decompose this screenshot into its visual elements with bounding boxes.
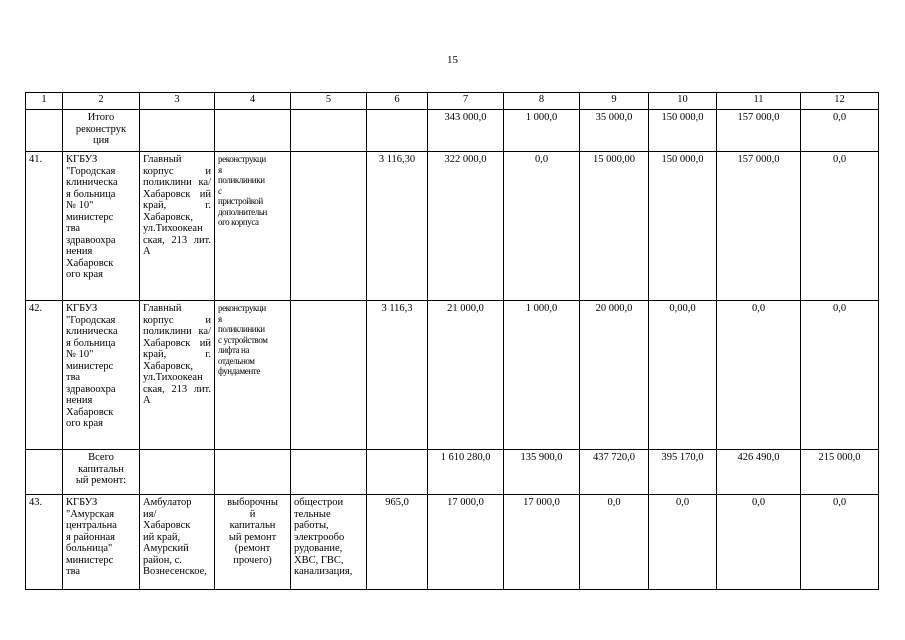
row-area (367, 110, 428, 152)
data-table (25, 92, 879, 590)
header-cell: 12 (801, 93, 879, 110)
row-area: 965,0 (367, 495, 428, 590)
row-works (291, 450, 367, 495)
row-col8: 1 000,0 (504, 110, 580, 152)
row-col11: 157 000,0 (717, 110, 801, 152)
row-total: 343 000,0 (428, 110, 504, 152)
row-col9: 15 000,00 (580, 152, 649, 301)
row-object (140, 110, 215, 152)
row-object: Амбулатор ия/ Хабаровск ий край, Амурский район, с. Вознесенское, (140, 495, 215, 590)
row-total: 17 000,0 (428, 495, 504, 590)
row-col10: 0,0 (649, 495, 717, 590)
page-number: 15 (447, 54, 458, 66)
table-row (26, 495, 879, 590)
row-area (367, 450, 428, 495)
table-row (26, 152, 879, 301)
header-cell: 8 (504, 93, 580, 110)
row-col9: 437 720,0 (580, 450, 649, 495)
row-col11: 0,0 (717, 495, 801, 590)
row-work-type: реконструкци я поликлиники с пристройкой дополнительн ого корпуса (215, 152, 291, 301)
row-col8: 135 900,0 (504, 450, 580, 495)
row-col9: 35 000,0 (580, 110, 649, 152)
row-org: Итого реконструк ция (63, 110, 140, 152)
row-work-type (215, 110, 291, 152)
row-org: КГБУЗ "Городская клиническа я больница № 10" министерс тва здравоохра нения Хабаровск ого края (63, 301, 140, 450)
row-number (26, 110, 63, 152)
header-cell: 2 (63, 93, 140, 110)
table-row (26, 110, 879, 152)
row-col12: 215 000,0 (801, 450, 879, 495)
header-cell: 4 (215, 93, 291, 110)
row-area: 3 116,3 (367, 301, 428, 450)
header-cell: 5 (291, 93, 367, 110)
row-number: 42. (26, 301, 63, 450)
row-col11: 426 490,0 (717, 450, 801, 495)
row-org: КГБУЗ "Городская клиническа я больница № 10" министерс тва здравоохра нения Хабаровск ого края (63, 152, 140, 301)
row-col10: 150 000,0 (649, 110, 717, 152)
row-area: 3 116,30 (367, 152, 428, 301)
row-col12: 0,0 (801, 110, 879, 152)
header-cell: 11 (717, 93, 801, 110)
row-col12: 0,0 (801, 301, 879, 450)
row-col10: 0,00,0 (649, 301, 717, 450)
row-col12: 0,0 (801, 495, 879, 590)
row-number (26, 450, 63, 495)
row-col8: 0,0 (504, 152, 580, 301)
row-col10: 395 170,0 (649, 450, 717, 495)
row-work-type: выборочны й капитальн ый ремонт (ремонт прочего) (215, 495, 291, 590)
header-row (26, 93, 879, 110)
row-works (291, 301, 367, 450)
row-col9: 20 000,0 (580, 301, 649, 450)
row-col12: 0,0 (801, 152, 879, 301)
row-total: 322 000,0 (428, 152, 504, 301)
row-col8: 1 000,0 (504, 301, 580, 450)
header-cell: 1 (26, 93, 63, 110)
row-object: Главный корпус и поликлини ка/ Хабаровск ий край, г. Хабаровск, ул.Тихоокеан ская, 213 лит. А (140, 301, 215, 450)
row-col11: 157 000,0 (717, 152, 801, 301)
row-total: 21 000,0 (428, 301, 504, 450)
table-row (26, 301, 879, 450)
header-cell: 6 (367, 93, 428, 110)
row-number: 43. (26, 495, 63, 590)
header-cell: 7 (428, 93, 504, 110)
row-org: КГБУЗ "Амурская центральна я районная больница" министерс тва (63, 495, 140, 590)
header-cell: 3 (140, 93, 215, 110)
row-total: 1 610 280,0 (428, 450, 504, 495)
header-cell: 9 (580, 93, 649, 110)
table-row (26, 450, 879, 495)
row-col8: 17 000,0 (504, 495, 580, 590)
row-col9: 0,0 (580, 495, 649, 590)
row-works (291, 152, 367, 301)
row-org: Всего капитальн ый ремонт: (63, 450, 140, 495)
row-col11: 0,0 (717, 301, 801, 450)
row-works (291, 110, 367, 152)
row-works: общестрои тельные работы, электрообо рудование, ХВС, ГВС, канализация, (291, 495, 367, 590)
row-object: Главный корпус и поликлини ка/ Хабаровск ий край, г. Хабаровск, ул.Тихоокеан ская, 213 лит. А (140, 152, 215, 301)
row-col10: 150 000,0 (649, 152, 717, 301)
row-work-type (215, 450, 291, 495)
row-work-type: реконструкци я поликлиники с устройством лифта на отдельном фундаменте (215, 301, 291, 450)
header-cell: 10 (649, 93, 717, 110)
row-object (140, 450, 215, 495)
row-number: 41. (26, 152, 63, 301)
